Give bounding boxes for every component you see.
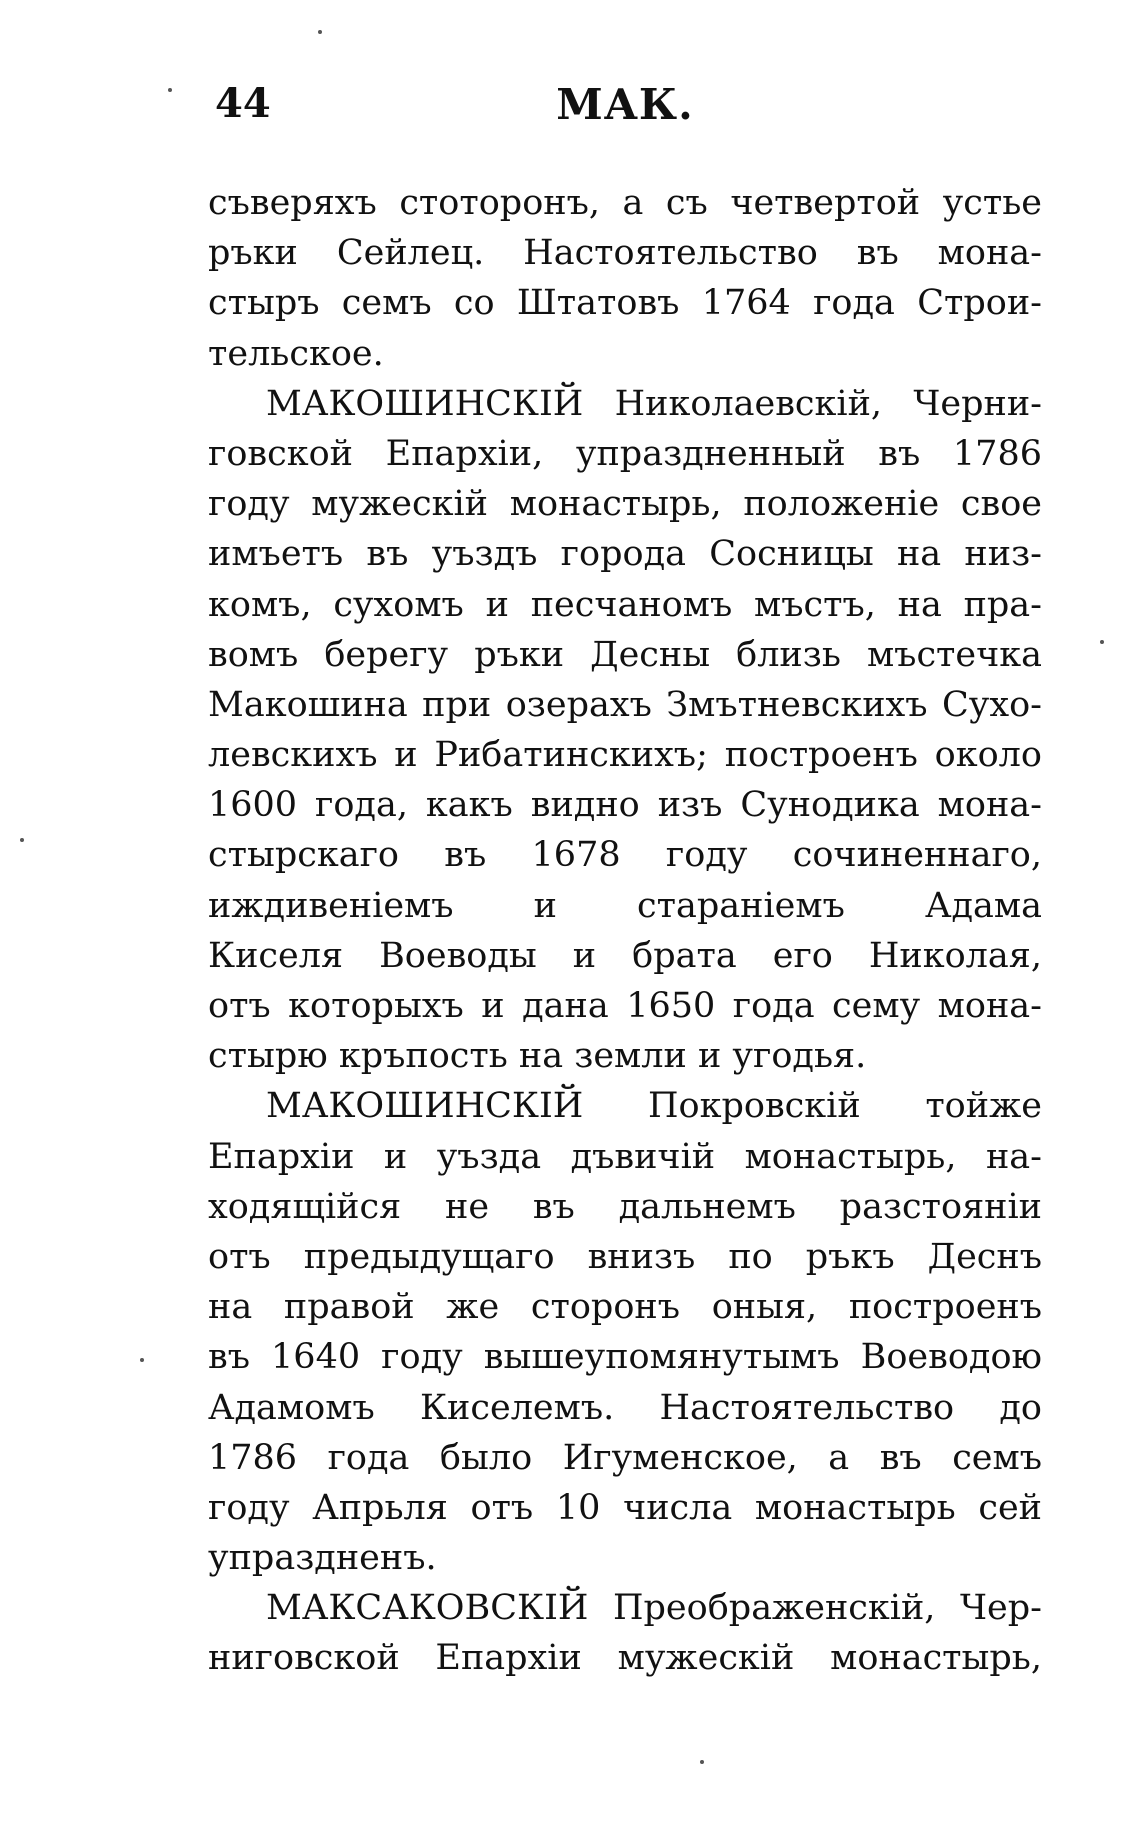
print-speck	[318, 30, 322, 34]
text-line: стырю кръпость на земли и угодья.	[208, 1036, 867, 1077]
text-line: Макошина при озерахъ Змътневскихъ Сухо-	[208, 684, 1042, 725]
text-line: Епархіи и уъзда дъвичій монастырь, на-	[208, 1136, 1042, 1177]
text-line: ходящійся не въ дальнемъ разстояніи	[208, 1186, 1042, 1227]
text-line: 1786 года было Игуменское, а въ семъ	[208, 1437, 1042, 1478]
text-line: комъ, сухомъ и песчаномъ мъстъ, на пра-	[208, 584, 1042, 625]
text-line: на правой же сторонъ оныя, построенъ	[208, 1287, 1042, 1328]
text-line: стыръ семъ со Штатовъ 1764 года Строи-	[208, 283, 1042, 324]
print-speck	[20, 838, 24, 842]
page-header	[215, 80, 1035, 140]
text-line: говской Епархіи, упраздненный въ 1786	[208, 433, 1042, 474]
print-speck	[1100, 640, 1104, 644]
entry-heading-line: МАКОШИНСКІЙ Покровскій тойже	[266, 1086, 1042, 1127]
text-line: 1600 года, какъ видно изъ Сунодика мона-	[208, 785, 1042, 826]
text-line: въ 1640 году вышеупомянутымъ Воеводою	[208, 1337, 1042, 1378]
text-line: Адамомъ Киселемъ. Настоятельство до	[208, 1387, 1042, 1428]
entry-heading-line: МАКОШИНСКІЙ Николаевскій, Черни-	[266, 383, 1042, 424]
print-speck	[168, 88, 172, 92]
text-line: отъ предыдущаго внизъ по ръкъ Деснъ	[208, 1236, 1042, 1277]
page-number: 44	[215, 80, 271, 127]
text-line: имъетъ въ уъздъ города Сосницы на низ-	[208, 534, 1042, 575]
text-line: упраздненъ.	[208, 1538, 437, 1579]
text-line: году Апрьля отъ 10 числа монастырь сей	[208, 1487, 1042, 1528]
text-line: иждивеніемъ и стараніемъ Адама	[208, 885, 1042, 926]
text-line: вомъ берегу ръки Десны близь мъстечка	[208, 634, 1042, 675]
text-line: ниговской Епархіи мужескій монастырь,	[208, 1638, 1042, 1679]
entry-heading-line: МАКСАКОВСКІЙ Преображенскій, Чер-	[266, 1588, 1042, 1629]
running-head: МАК.	[556, 80, 694, 129]
text-line: отъ которыхъ и дана 1650 года сему мона-	[208, 986, 1042, 1026]
text-line: Киселя Воеводы и брата его Николая,	[208, 935, 1042, 976]
print-speck	[700, 1760, 704, 1764]
text-line: стырскаго въ 1678 году сочиненнаго,	[208, 835, 1042, 876]
body-text	[208, 178, 1042, 1684]
print-speck	[140, 1358, 144, 1362]
text-line: съверяхъ стоторонъ, а съ четвертой устье	[208, 183, 1042, 223]
text-line: ръки Сейлец. Настоятельство въ мона-	[208, 233, 1042, 274]
text-line: тельское.	[208, 333, 384, 374]
text-line: левскихъ и Рибатинскихъ; построенъ около	[208, 735, 1042, 776]
text-line: году мужескій монастырь, положеніе свое	[208, 484, 1042, 525]
